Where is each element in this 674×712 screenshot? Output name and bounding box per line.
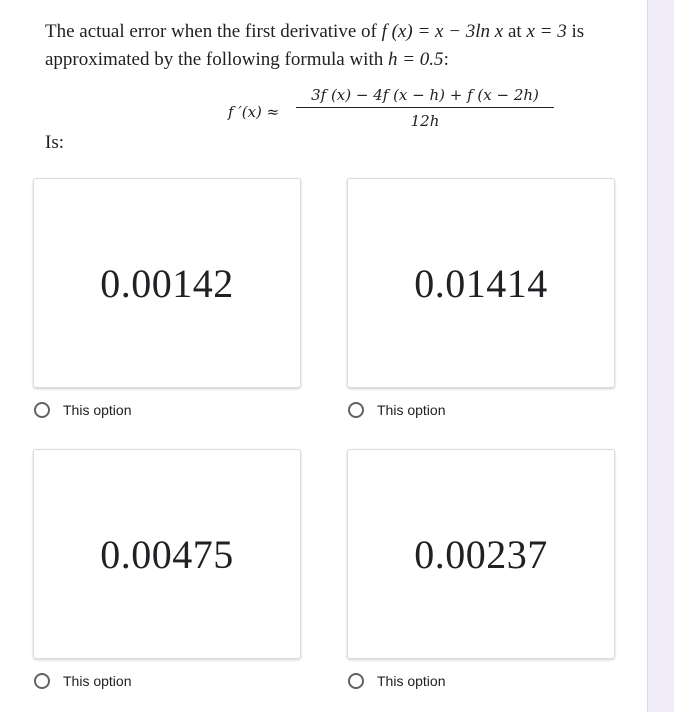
formula-denominator: 12h bbox=[410, 112, 440, 130]
radio-button-4[interactable] bbox=[348, 673, 364, 689]
option-label-3: This option bbox=[63, 673, 132, 689]
is-label: Is: bbox=[45, 132, 64, 153]
radio-button-2[interactable] bbox=[348, 402, 364, 418]
question-text-part1: The actual error when the first derivative of bbox=[45, 21, 382, 42]
option-card-3[interactable] bbox=[33, 449, 301, 659]
option-label-1: This option bbox=[63, 402, 132, 418]
option-row-4[interactable] bbox=[348, 670, 445, 692]
option-value-3: 0.00475 bbox=[100, 531, 234, 577]
option-label-4: This option bbox=[377, 673, 446, 689]
option-value-4: 0.00237 bbox=[414, 531, 548, 577]
question-step: h = 0.5 bbox=[387, 49, 444, 70]
question-text-part3: is approximated by the following formula with bbox=[45, 21, 585, 70]
option-card-1[interactable] bbox=[33, 178, 301, 388]
radio-button-1[interactable] bbox=[34, 402, 50, 418]
formula-lhs: f ′(x) ≈ bbox=[228, 103, 280, 121]
option-value-1: 0.00142 bbox=[100, 260, 234, 306]
question-function: f (x) = x − 3ln x bbox=[381, 21, 504, 42]
question-point: x = 3 bbox=[526, 21, 567, 42]
option-value-2: 0.01414 bbox=[414, 260, 548, 306]
formula-numerator: 3f (x) − 4f (x − h) + f (x − 2h) bbox=[296, 86, 554, 108]
option-card-4[interactable] bbox=[347, 449, 615, 659]
option-row-1[interactable] bbox=[34, 399, 131, 421]
radio-button-3[interactable] bbox=[34, 673, 50, 689]
option-row-3[interactable] bbox=[34, 670, 131, 692]
page-background-strip bbox=[647, 0, 674, 712]
question-text bbox=[45, 18, 635, 74]
question-text-part2: at bbox=[503, 21, 527, 42]
option-row-2[interactable] bbox=[348, 399, 445, 421]
question-text-part4: : bbox=[443, 49, 449, 70]
formula-fraction bbox=[296, 86, 554, 130]
option-label-2: This option bbox=[377, 402, 446, 418]
option-card-2[interactable] bbox=[347, 178, 615, 388]
